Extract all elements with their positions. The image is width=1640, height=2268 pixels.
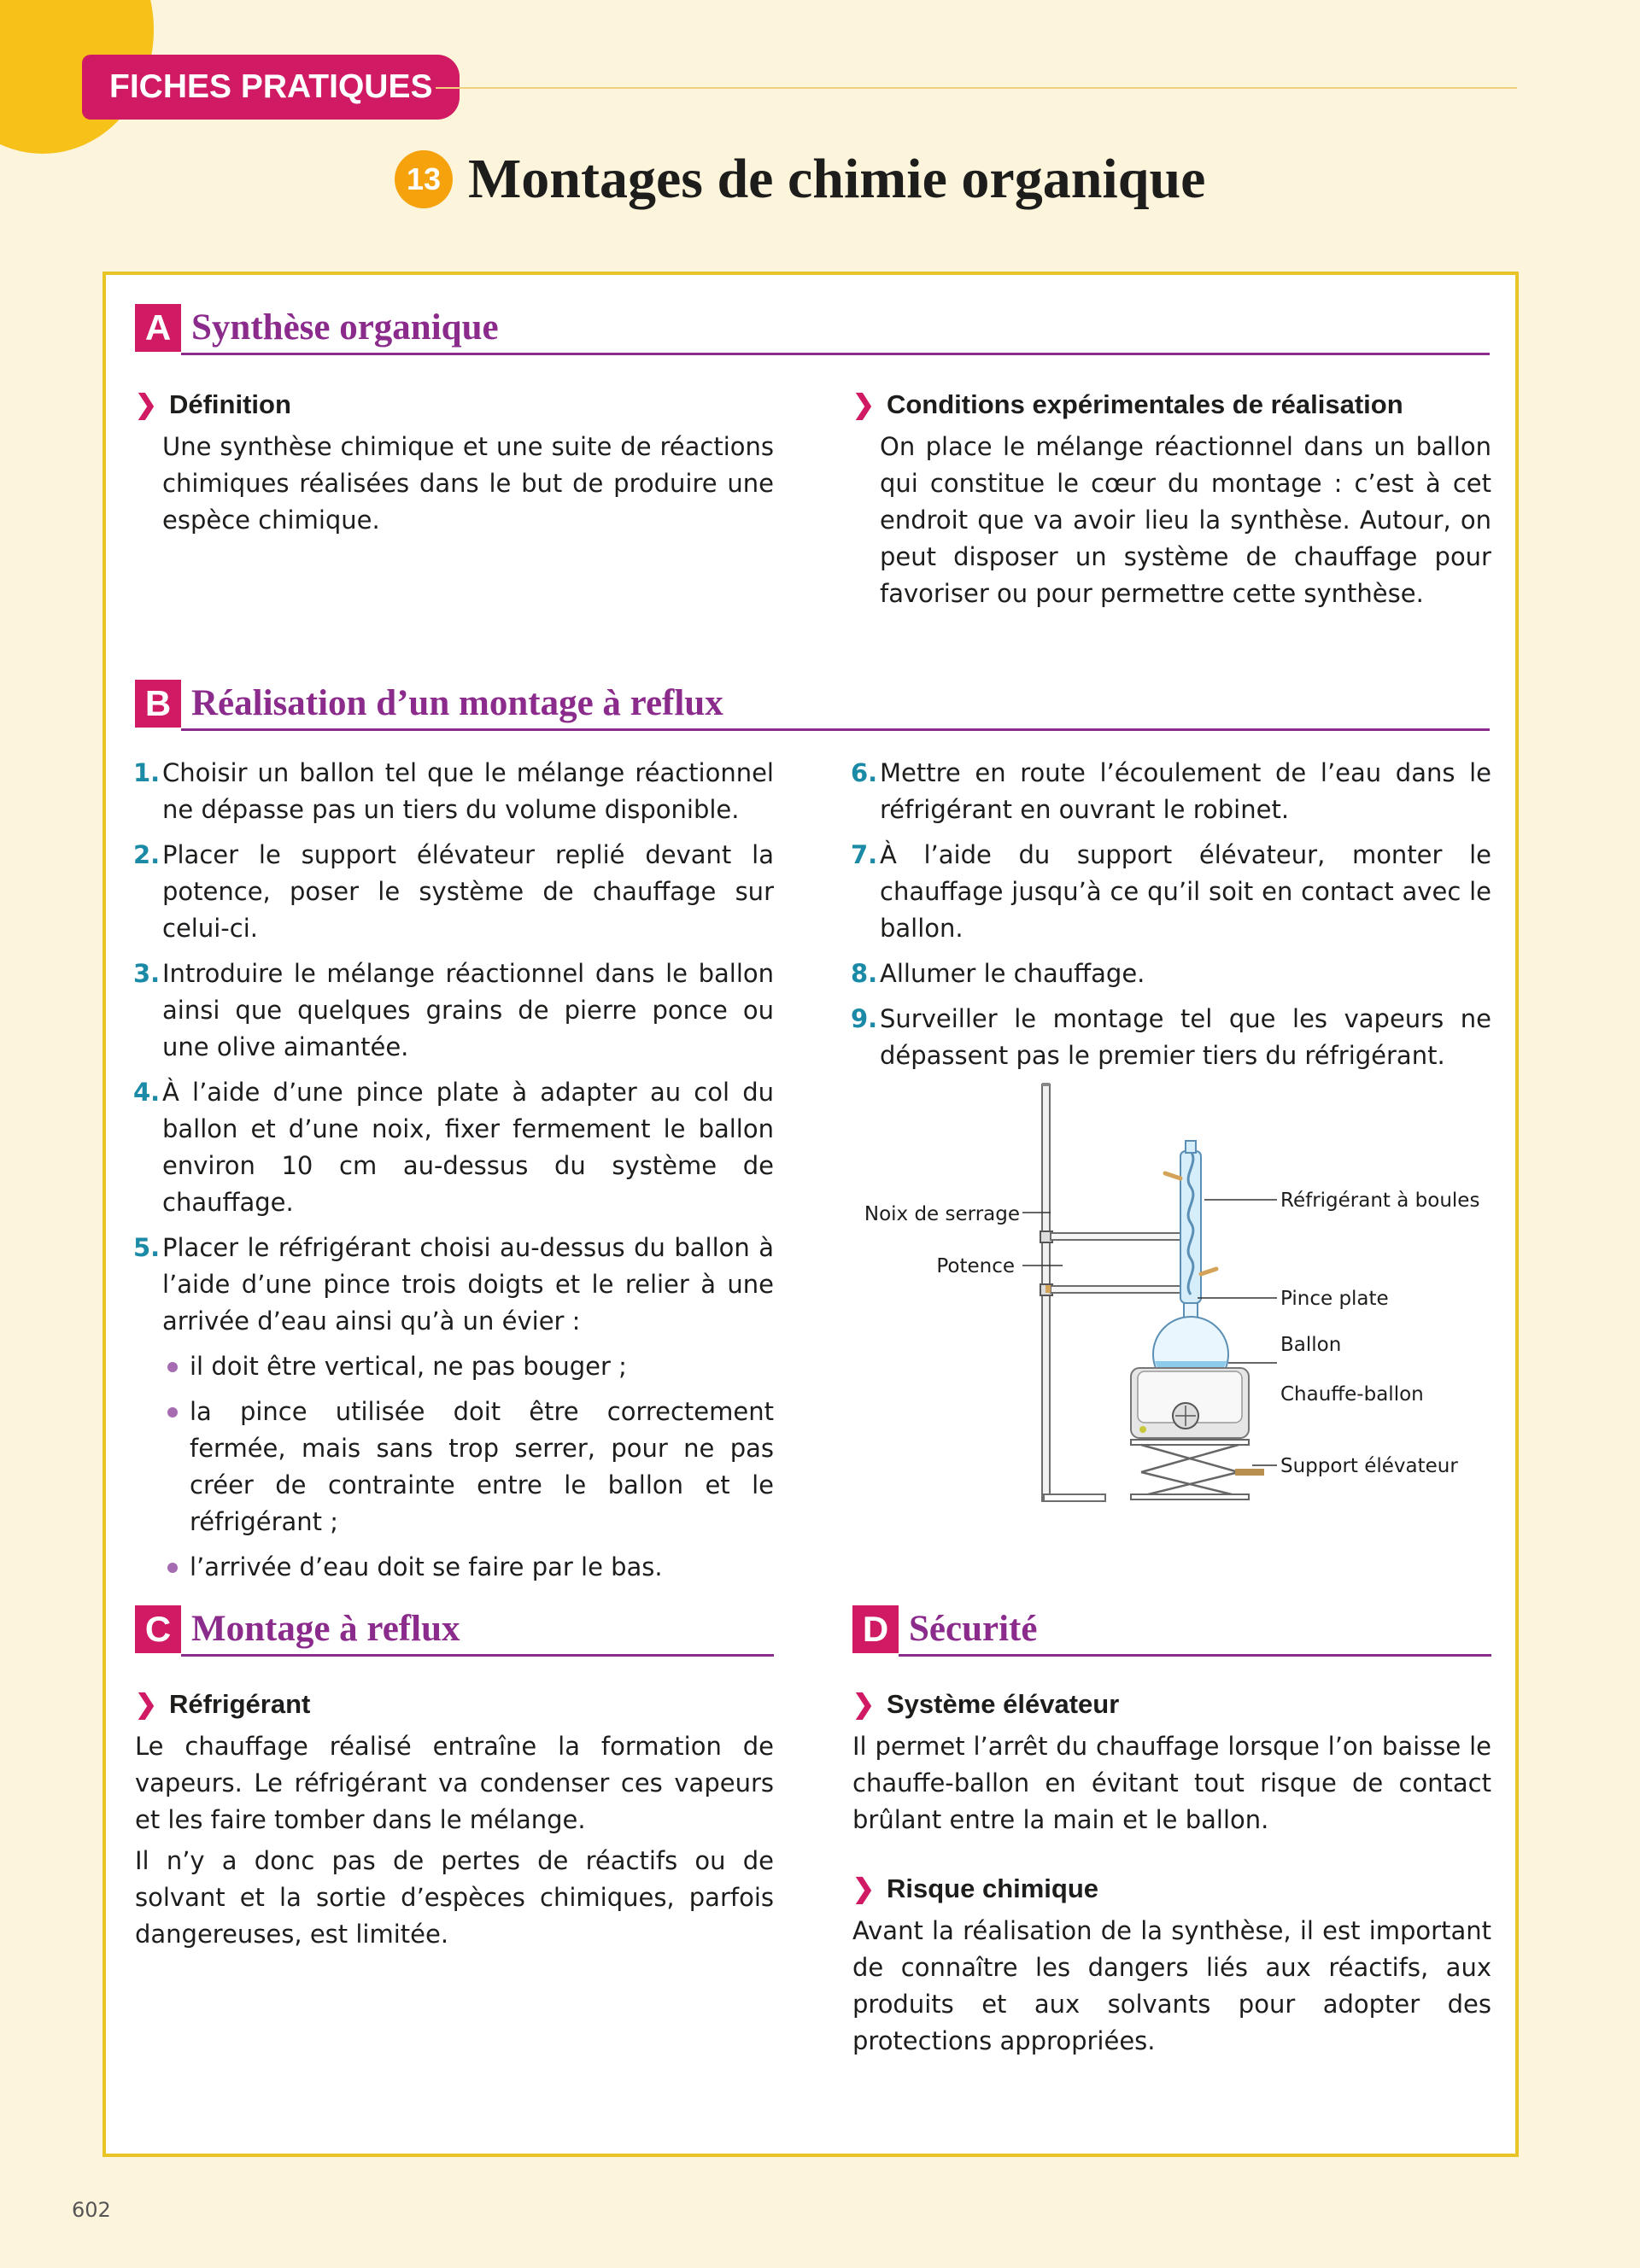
jack-base-plate [1131, 1494, 1249, 1499]
page-title: Montages de chimie organique [468, 148, 1206, 210]
reflux-apparatus-diagram [846, 1067, 1512, 1511]
label-potence: Potence [936, 1255, 1015, 1277]
step-item: 6. Mettre en route l’écoulement de l’eau dans le réfrigérant en ouvrant le robinet. [851, 758, 1491, 824]
conditions-text: On place le mélange réactionnel dans un ballon qui constitue le cœur du montage : c’est à cet endroit que va avoir lieu la synthèse. Autour, on peut disposer un système de chauffage pour favoriser ou pour permettre cette synthèse. [880, 432, 1491, 608]
stand-rod-cap [1042, 1083, 1050, 1086]
heater-indicator-light [1139, 1426, 1146, 1433]
page-number: 602 [72, 2198, 111, 2222]
jack-scissor [1141, 1445, 1239, 1496]
step-item: 9. Surveiller le montage tel que les vapeurs ne dépassent pas le premier tiers du réfrigérant. [851, 1004, 1491, 1070]
section-rule [181, 728, 1490, 731]
subheading-systeme-elevateur [852, 1687, 1119, 1721]
label-pince-plate: Pince plate [1280, 1288, 1389, 1310]
bullet-list [162, 1348, 774, 1586]
step-item: 4. À l’aide d’une pince plate à adapter au col du ballon et d’une noix, fixer fermement le ballon environ 10 cm au-dessus du système de chauffage. [133, 1078, 774, 1217]
subheading-definition [135, 388, 291, 422]
step-item: 2. Placer le support élévateur replié devant la potence, poser le système de chauffage sur celui-ci. [133, 840, 774, 943]
label-noix-de-serrage: Noix de serrage [864, 1203, 1020, 1225]
clamp-arm-lower [1051, 1286, 1187, 1293]
bullet-item: l’arrivée d’eau doit se faire par le bas. [162, 1549, 774, 1586]
section-title: Sécurité [909, 1609, 1038, 1649]
water-outlet [1165, 1173, 1180, 1178]
step-item: 7. À l’aide du support élévateur, monter le chauffage jusqu’à ce qu’il soit en contact avec le ballon. [851, 840, 1491, 943]
refrigerant-text-2: Il n’y a donc pas de pertes de réactifs ou de solvant et la sortie d’espèces chimiques, parfois dangereuses, est limitée. [135, 1846, 774, 1949]
header-rule [436, 87, 1517, 89]
section-letter: B [135, 680, 181, 728]
step-item: 8. Allumer le chauffage. [851, 959, 1145, 988]
section-d-header [852, 1605, 1491, 1653]
steps-list-left [135, 755, 774, 1594]
section-rule [899, 1654, 1491, 1657]
subheading-risque-chimique [852, 1872, 1098, 1906]
bullet-dot-icon [167, 1362, 178, 1372]
section-title: Réalisation d’un montage à reflux [191, 683, 723, 723]
chevron-right-icon: ❯ [852, 1689, 875, 1719]
systeme-elevateur-text: Il permet l’arrêt du chauffage lorsque l’on baisse le chauffe-ballon en évitant tout risque de contact brûlant entre la main et le ballon. [852, 1732, 1491, 1834]
subheading-label: Définition [168, 389, 291, 419]
label-ballon: Ballon [1280, 1334, 1342, 1356]
section-letter: A [135, 304, 181, 352]
section-tag: FICHES PRATIQUES [82, 55, 460, 120]
subheading-label: Réfrigérant [168, 1689, 311, 1719]
stand-base [1044, 1494, 1105, 1501]
bullet-dot-icon [167, 1407, 178, 1418]
condenser-top-tube [1186, 1141, 1196, 1153]
section-a-header [135, 304, 1490, 352]
refrigerant-text-1: Le chauffage réalisé entraîne la formation de vapeurs. Le réfrigérant va condenser ces vapeurs et les faire tomber dans le mélange. [135, 1732, 774, 1834]
subheading-conditions [852, 388, 1403, 422]
subheading-label: Système élévateur [886, 1689, 1120, 1719]
step-item: 1. Choisir un ballon tel que le mélange réactionnel ne dépasse pas un tiers du volume disponible. [133, 758, 774, 824]
definition-text: Une synthèse chimique et une suite de réactions chimiques réalisées dans le but de produire une espèce chimique. [162, 432, 774, 535]
section-c-header [135, 1605, 774, 1653]
subheading-refrigerant [135, 1687, 310, 1721]
section-letter: C [135, 1605, 181, 1653]
risque-chimique-text: Avant la réalisation de la synthèse, il est important de connaître les dangers liés aux réactifs, aux produits et aux solvants pour adopter des protections appropriées. [852, 1916, 1491, 2055]
label-support-elevateur: Support élévateur [1280, 1455, 1458, 1477]
jack-top-plate [1131, 1440, 1249, 1445]
label-refrigerant: Réfrigérant à boules [1280, 1190, 1480, 1212]
step-item: 3. Introduire le mélange réactionnel dans le ballon ainsi que quelques grains de pierre ponce ou une olive aimantée. [133, 959, 774, 1061]
subheading-label: Risque chimique [886, 1873, 1099, 1903]
section-title: Montage à reflux [191, 1609, 460, 1649]
bullet-item: la pince utilisée doit être correctement fermée, mais sans trop serrer, pour ne pas créer de contrainte entre le ballon et le réfrigérant ; [162, 1394, 774, 1540]
steps-list-right [852, 755, 1491, 1083]
section-rule [181, 1654, 774, 1657]
water-inlet [1201, 1269, 1216, 1274]
chevron-right-icon: ❯ [852, 389, 875, 419]
section-b-header [135, 680, 1490, 728]
section-rule [181, 353, 1490, 355]
step-item: 5. Placer le réfrigérant choisi au-dessus du ballon à l’aide d’une pince trois doigts et le relier à une arrivée d’eau ainsi qu’à un évier : il doit être vertical, ne pas bouger ; la pince utilisée doit être correctement fermée, mais sans trop serrer, pour ne pas créer de contrainte entre le ballon et le réfrigérant ; l’arrivée d’eau doit se faire par le bas. [135, 1230, 774, 1586]
chevron-right-icon: ❯ [135, 1689, 157, 1719]
chevron-right-icon: ❯ [852, 1873, 875, 1903]
section-title: Synthèse organique [191, 307, 499, 348]
clamp-arm-upper [1051, 1233, 1187, 1240]
clamp-screw [1046, 1285, 1051, 1293]
bullet-dot-icon [167, 1563, 178, 1573]
bullet-item: il doit être vertical, ne pas bouger ; [162, 1348, 774, 1385]
jack-screw [1235, 1469, 1264, 1476]
section-letter: D [852, 1605, 899, 1653]
subheading-label: Conditions expérimentales de réalisation [886, 389, 1403, 419]
label-chauffe-ballon: Chauffe-ballon [1280, 1383, 1424, 1406]
page-title-row [395, 137, 1205, 222]
fiche-number-badge: 13 [395, 150, 453, 208]
chevron-right-icon: ❯ [135, 389, 157, 419]
